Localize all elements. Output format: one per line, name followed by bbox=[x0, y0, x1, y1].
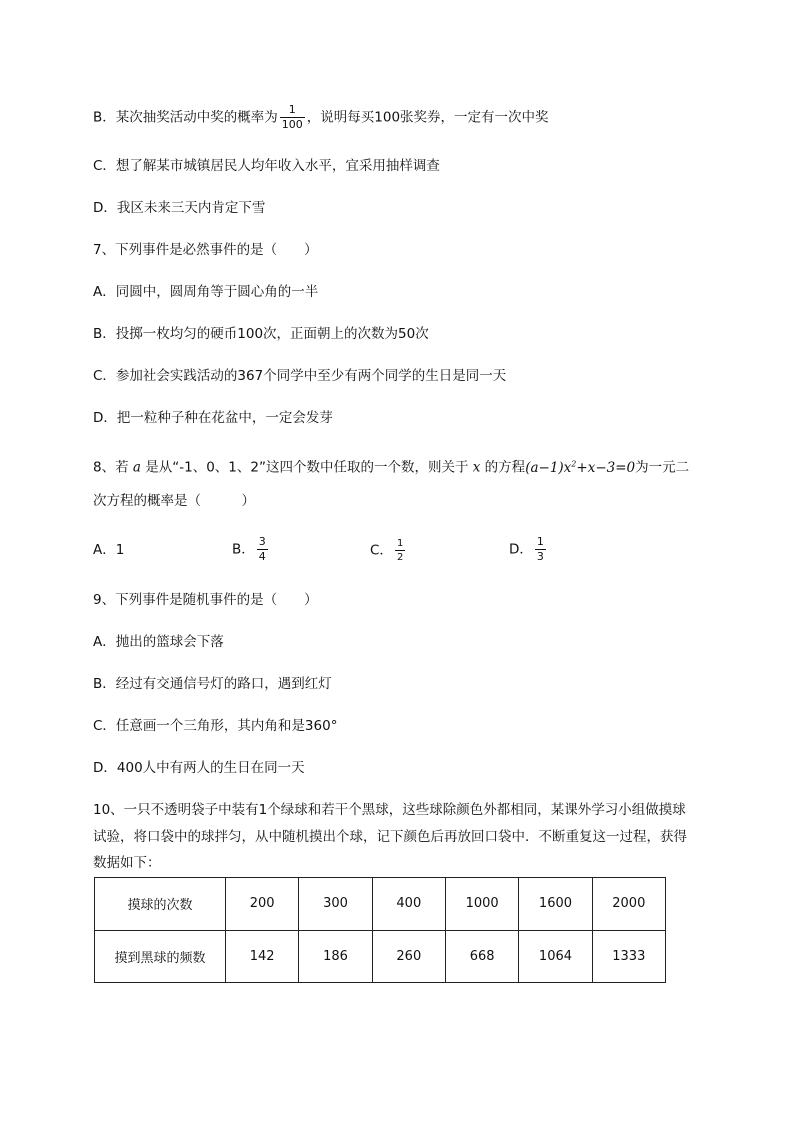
table-row-header: 摸球的次数 bbox=[95, 878, 226, 931]
fraction-denominator: 2 bbox=[396, 552, 404, 563]
fraction-denominator: 100 bbox=[281, 118, 303, 132]
q10-stem-line1: 10、一只不透明袋子中装有1个绿球和若干个黑球，这些球除颜色外都相同，某课外学习小组做摸球 bbox=[93, 802, 686, 818]
q8-stem-line1 bbox=[93, 460, 689, 475]
q8-equation-exp: 2 bbox=[571, 459, 577, 468]
q8-option-c bbox=[370, 538, 407, 563]
fraction-bar bbox=[395, 550, 405, 551]
q9-option-c: C．任意画一个三角形，其内角和是360° bbox=[93, 718, 338, 734]
table-row bbox=[95, 930, 666, 983]
option-b-prev-question bbox=[93, 104, 549, 131]
q8-text-1: 8、若 bbox=[93, 459, 133, 476]
fraction-denominator: 4 bbox=[258, 550, 266, 564]
table-row bbox=[95, 878, 666, 931]
table-cell: 2000 bbox=[592, 878, 665, 931]
option-b-prefix: B．某次抽奖活动中奖的概率为 bbox=[93, 109, 278, 126]
table-cell: 1064 bbox=[519, 930, 592, 983]
table-cell: 200 bbox=[226, 878, 299, 931]
fraction-denominator: 3 bbox=[536, 550, 544, 564]
q7-option-a: A．同圆中，圆周角等于圆心角的一半 bbox=[93, 284, 319, 300]
q8-text-4: 为一元二 bbox=[635, 459, 690, 476]
q8-option-b bbox=[232, 536, 270, 563]
table-cell: 400 bbox=[372, 878, 445, 931]
table-cell: 186 bbox=[299, 930, 372, 983]
q8-option-a: A．1 bbox=[93, 542, 125, 558]
table-cell: 260 bbox=[372, 930, 445, 983]
q8-var-x: x bbox=[472, 459, 481, 476]
fraction-1-2 bbox=[395, 538, 405, 563]
table-cell: 1600 bbox=[519, 878, 592, 931]
q10-stem-line3: 数据如下： bbox=[93, 855, 161, 871]
table-cell: 300 bbox=[299, 878, 372, 931]
q8-option-d bbox=[509, 536, 548, 563]
q8-option-b-label: B． bbox=[232, 541, 255, 558]
fraction-numerator: 3 bbox=[258, 535, 266, 548]
table-cell: 142 bbox=[226, 930, 299, 983]
q7-option-c: C．参加社会实践活动的367个同学中至少有两个同学的生日是同一天 bbox=[93, 368, 507, 384]
fraction-3-4 bbox=[257, 536, 268, 563]
table-row-header: 摸到黑球的频数 bbox=[95, 930, 226, 983]
fraction-numerator: 1 bbox=[536, 535, 544, 548]
q8-equation-pre: (a−1)x bbox=[525, 459, 572, 476]
table-cell: 1333 bbox=[592, 930, 665, 983]
q9-option-b: B．经过有交通信号灯的路口，遇到红灯 bbox=[93, 676, 332, 692]
q7-stem: 7、下列事件是必然事件的是（ ） bbox=[93, 242, 318, 258]
option-d-prev-question: D．我区未来三天内肯定下雪 bbox=[93, 200, 266, 216]
q8-option-c-label: C． bbox=[370, 542, 393, 559]
q8-text-3: 的方程 bbox=[480, 459, 526, 476]
q7-option-d: D．把一粒种子种在花盆中，一定会发芽 bbox=[93, 410, 333, 426]
table-cell: 1000 bbox=[445, 878, 518, 931]
fraction-numerator: 1 bbox=[288, 103, 296, 116]
table-cell: 668 bbox=[445, 930, 518, 983]
q7-option-b: B．投掷一枚均匀的硬币100次，正面朝上的次数为50次 bbox=[93, 326, 429, 342]
q8-equation-post: +x−3=0 bbox=[576, 459, 636, 476]
q8-equation bbox=[525, 460, 635, 476]
q10-data-table bbox=[94, 877, 666, 983]
q8-stem-line2: 次方程的概率是（ ） bbox=[93, 493, 255, 509]
q9-option-a: A．抛出的篮球会下落 bbox=[93, 634, 224, 650]
option-b-suffix: ，说明每买100张奖券，一定有一次中奖 bbox=[306, 109, 549, 126]
fraction-1-3 bbox=[535, 536, 546, 563]
q9-option-d: D．400人中有两人的生日在同一天 bbox=[93, 760, 305, 776]
q8-option-d-label: D． bbox=[509, 541, 533, 558]
q9-stem: 9、下列事件是随机事件的是（ ） bbox=[93, 592, 318, 608]
fraction-1-100 bbox=[280, 104, 305, 131]
q8-var-a: a bbox=[132, 459, 141, 476]
q8-text-2: 是从“-1、0、1、2”这四个数中任取的一个数，则关于 bbox=[140, 459, 473, 476]
option-c-prev-question: C．想了解某市城镇居民人均年收入水平，宜采用抽样调查 bbox=[93, 158, 440, 174]
q10-stem-line2: 试验，将口袋中的球拌匀，从中随机摸出个球，记下颜色后再放回口袋中．不断重复这一过程，获得 bbox=[93, 829, 687, 845]
fraction-numerator: 1 bbox=[396, 538, 404, 549]
